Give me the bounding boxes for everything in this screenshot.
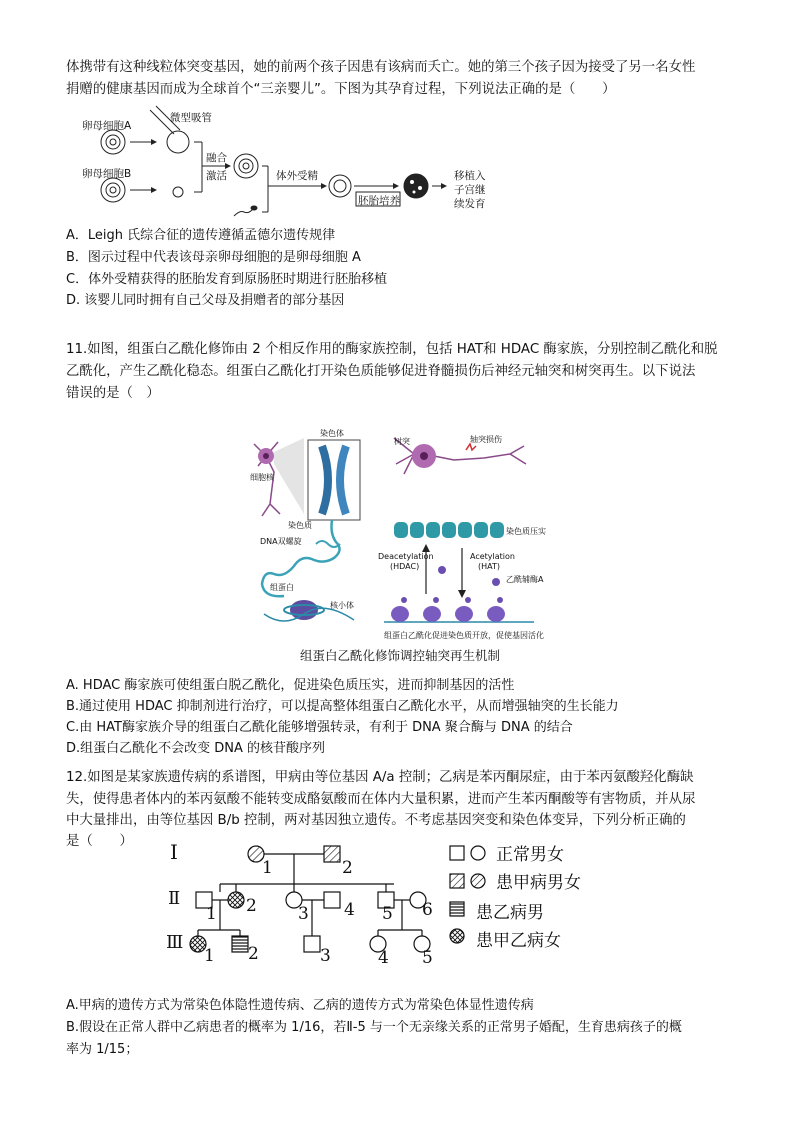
open-chromatin-label: 组蛋白乙酰化促进染色质开放，促使基因活化: [384, 631, 544, 640]
egg-a-outer: [101, 130, 125, 154]
egg-b-label: 卵母细胞B: [82, 168, 132, 180]
q12-stem-line2: 失，使得患者体内的苯丙氨酸不能转变成酪氨酸而在体内大量积累，进而产生苯丙酮酸等有害物质，并从尿: [66, 792, 696, 807]
gen-i-label: I: [170, 840, 178, 864]
compact-label: 染色质压实: [506, 527, 546, 536]
deacetylation-label: Deacetylation: [378, 552, 434, 561]
dna-helix-label: DNA双螺旋: [260, 537, 302, 546]
iii-2: [232, 936, 248, 952]
q12-stem-line4: 是（ ）: [66, 834, 133, 849]
iii-5-num: 5: [422, 948, 433, 968]
i-1-num: 1: [262, 858, 273, 878]
q11-stem-line2: 乙酰化，产生乙酰化稳态。组蛋白乙酰化打开染色质能够促进脊髓损伤后神经元轴突和树突再生。以下说法: [66, 364, 696, 379]
fuse-label-1: 融合: [206, 152, 227, 164]
legend-disease-a: 患甲病男女: [496, 873, 581, 893]
egg-a-label: 卵母细胞A: [82, 120, 132, 132]
dendrite-label: 树突: [394, 437, 410, 446]
transplant-label-3: 续发育: [454, 198, 486, 210]
three-parent-baby-diagram: [66, 104, 506, 226]
q11-figure: [244, 424, 554, 644]
gen-ii-label: Ⅱ: [168, 888, 181, 909]
q11-stem-line3: 错误的是（ ）: [66, 386, 160, 401]
q10-option-a: A．Leigh 氏综合征的遗传遵循孟德尔遗传规律: [66, 228, 336, 243]
q11-option-b: B.通过使用 HDAC 抑制剂进行治疗，可以提高整体组蛋白乙酰化水平，从而增强轴突的生长能力: [66, 699, 619, 714]
nucleosome-label: 核小体: [330, 601, 354, 610]
q12-option-b-cont: 率为 1/15；: [66, 1042, 139, 1057]
histone-label: 组蛋白: [270, 583, 294, 592]
hdac-label: (HDAC): [390, 562, 420, 571]
iii-3-num: 3: [320, 946, 331, 966]
q10-option-d: D. 该婴儿同时拥有自己父母及捐赠者的部分基因: [66, 293, 345, 308]
iii-4-num: 4: [378, 948, 389, 968]
q10-stem-line2: 捐赠的健康基因而成为全球首个“三亲婴儿”。下图为其孕育过程，下列说法正确的是（ ）: [66, 82, 616, 97]
q11-figure-caption: 组蛋白乙酰化修饰调控轴突再生机制: [300, 648, 501, 663]
gen-iii-label: Ⅲ: [166, 932, 184, 953]
nucleus-label: 细胞核: [250, 473, 274, 482]
hat-label: (HAT): [478, 562, 500, 571]
legend-normal: 正常男女: [496, 845, 564, 865]
ivf-label: 体外受精: [276, 170, 318, 182]
legend-disease-b-male: 患乙病男: [476, 903, 544, 923]
ii-1-num: 1: [206, 904, 217, 924]
q10-option-c: C．体外受精获得的胚胎发育到原肠胚时期进行胚胎移植: [66, 272, 388, 287]
q10-option-b: B．图示过程中代表该母亲卵母细胞的是卵母细胞 A: [66, 250, 361, 265]
q12-option-a: A.甲病的遗传方式为常染色体隐性遗传病、乙病的遗传方式为常染色体显性遗传病: [66, 998, 534, 1013]
q10-stem-line1: 体携带有这种线粒体突变基因，她的前两个孩子因患有该病而夭亡。她的第三个孩子因为接受了另一名女性: [66, 60, 696, 75]
acetyl-coa-label: 乙酰辅酶A: [506, 575, 544, 584]
q11-option-d: D.组蛋白乙酰化不会改变 DNA 的核苷酸序列: [66, 741, 326, 756]
transplant-label-2: 子宫继: [454, 184, 486, 196]
pedigree-chart: [160, 840, 620, 970]
ii-4: [324, 892, 340, 908]
transplant-label-1: 移植入: [454, 170, 486, 182]
q10-figure: [66, 104, 506, 226]
q11-option-c: C.由 HAT酶家族介导的组蛋白乙酰化能够增强转录，有利于 DNA 聚合酶与 DNA 的结合: [66, 720, 573, 735]
iii-3: [304, 936, 320, 952]
q11-stem-line1: 11.如图，组蛋白乙酰化修饰由 2 个相反作用的酶家族控制，包括 HAT和 HDAC 酶家族，分别控制乙酰化和脱: [66, 342, 718, 357]
q12-option-b: B.假设在正常人群中乙病患者的概率为 1/16，若Ⅱ-5 与一个无亲缘关系的正常男子婚配，生育患病孩子的概: [66, 1020, 682, 1035]
q12-stem-line1: 12.如图是某家族遗传病的系谱图，甲病由等位基因 A/a 控制；乙病是苯丙酮尿症，由于苯丙氨酸羟化酶缺: [66, 770, 694, 785]
iii-1-num: 1: [204, 946, 215, 966]
iii-2-num: 2: [248, 944, 259, 964]
chromosome-label: 染色体: [320, 429, 344, 438]
q11-option-a: A. HDAC 酶家族可使组蛋白脱乙酰化，促进染色质压实，进而抑制基因的活性: [66, 678, 515, 693]
ii-5-num: 5: [382, 904, 393, 924]
axon-injury-label: 轴突损伤: [470, 435, 502, 444]
ii-6-num: 6: [422, 900, 433, 920]
culture-label: 胚胎培养: [358, 195, 400, 207]
ii-4-num: 4: [344, 900, 355, 920]
fuse-label-2: 激活: [206, 170, 227, 182]
i-2-num: 2: [342, 858, 353, 878]
legend-both-female: 患甲乙病女: [476, 931, 561, 951]
ii-2-num: 2: [246, 896, 257, 916]
ii-2: [228, 892, 244, 908]
q12-stem-line3: 中大量排出，由等位基因 B/b 控制，两对基因独立遗传。不考虑基因突变和染色体变异，下列分析正确的: [66, 813, 686, 828]
ii-3-num: 3: [298, 904, 309, 924]
i-2: [324, 846, 340, 862]
chromatin-label: 染色质: [288, 521, 312, 530]
pipette-label: 微型吸管: [170, 112, 212, 124]
acetylation-label: Acetylation: [470, 552, 515, 561]
